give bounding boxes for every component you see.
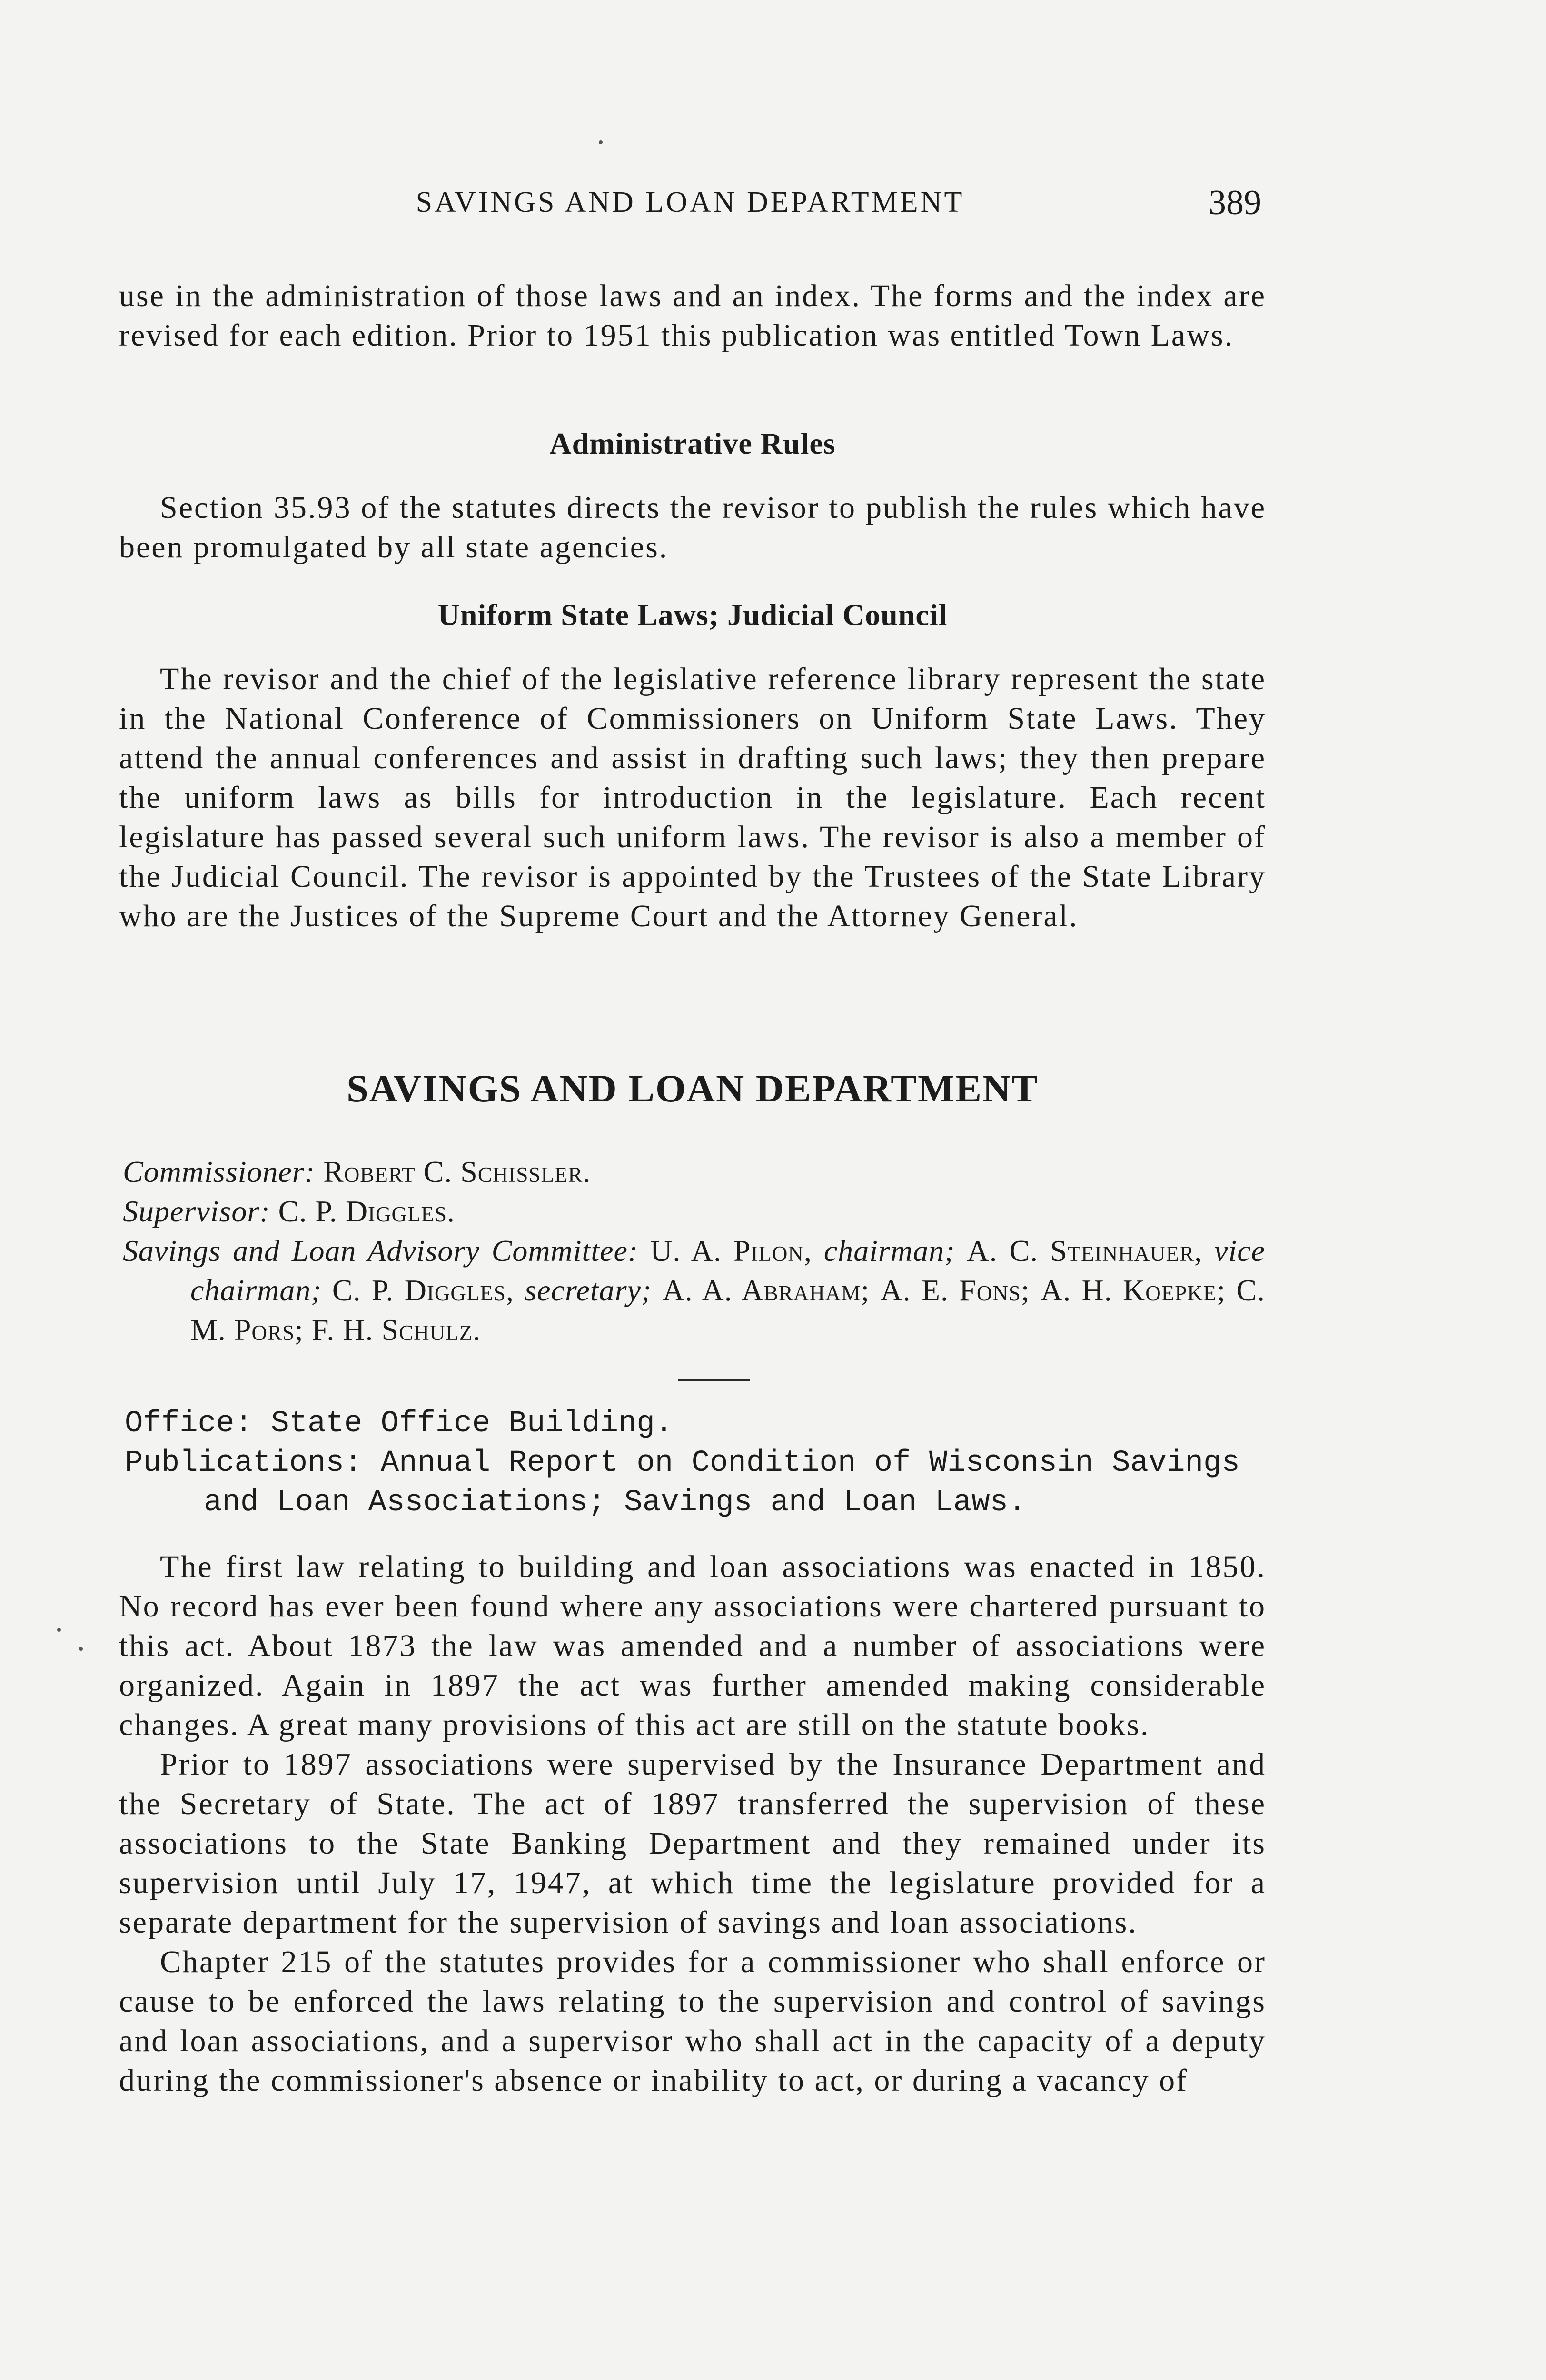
supervisor-name: C. P. Diggles. — [278, 1194, 456, 1228]
committee-member-role: secretary; — [525, 1273, 652, 1307]
committee-member-name: U. A. Pilon, — [650, 1234, 812, 1268]
committee-member-name: C. P. Diggles, — [332, 1273, 514, 1307]
committee-member-name: F. H. Schulz. — [311, 1313, 481, 1347]
opening-paragraph: use in the administration of those laws and an index. The forms and the index are revised for each edition. Prior to 1951 this publication was entitled Town Laws. — [119, 278, 1266, 353]
committee-member-role: vice chairman; — [190, 1234, 1266, 1307]
opening-paragraph-block — [119, 276, 1266, 355]
supervisor-line — [123, 1191, 1265, 1231]
scan-speck — [79, 1647, 83, 1651]
supervisor-label: Supervisor: — [123, 1194, 270, 1228]
administrative-rules-paragraph: Section 35.93 of the statutes directs the revisor to publish the rules which have been promulgated by all state agencies. — [119, 490, 1266, 565]
page-number: 389 — [1209, 183, 1261, 222]
committee-member-name: A. A. Abraham; — [662, 1273, 870, 1307]
committee-member-name: A. C. Steinhauer, — [967, 1234, 1203, 1268]
office-line: Office: State Office Building. — [125, 1407, 674, 1441]
personnel-listing — [123, 1152, 1265, 1349]
commissioner-name: Robert C. Schissler. — [323, 1155, 591, 1189]
commissioner-label: Commissioner: — [123, 1155, 316, 1189]
commissioner-line — [123, 1152, 1265, 1191]
administrative-rules-heading: Administrative Rules — [549, 426, 836, 460]
administrative-rules-block — [119, 488, 1266, 567]
publications-line: Publications: Annual Report on Condition of Wisconsin Savings and Loan Associations; Savings and Loan Laws. — [125, 1446, 1240, 1520]
running-header — [119, 183, 1261, 228]
history-paragraph: Prior to 1897 associations were supervised by the Insurance Department and the Secretary of State. The act of 1897 transferred the supervision of these associations to the State Banking Department and they remained under its supervision until July 17, 1947, at which time the legislature provided for a separate department for the supervision of savings and loan associations. — [119, 1747, 1266, 1940]
uniform-laws-block — [119, 659, 1266, 936]
scan-speck — [599, 140, 603, 144]
section-divider-rule — [678, 1379, 750, 1381]
running-title: SAVINGS AND LOAN DEPARTMENT — [416, 186, 965, 218]
committee-member-name: A. E. Fons; — [880, 1273, 1030, 1307]
history-paragraph: The first law relating to building and loan associations was enacted in 1850. No record has ever been found where any associations were chartered pursuant to this act. About 1873 the law was amended and a number of associations were organized. Again in 1897 the act was further amended making considerable changes. A great many provisions of this act are still on the statute books. — [119, 1549, 1266, 1742]
uniform-laws-heading: Uniform State Laws; Judicial Council — [437, 598, 948, 632]
committee-member-role: chairman; — [823, 1234, 955, 1268]
committee-line — [123, 1231, 1265, 1349]
history-paragraph: Chapter 215 of the statutes provides for a commissioner who shall enforce or cause to be enforced the laws relating to the supervision and control of savings and loan associations, and a supervisor who shall act in the capacity of a deputy during the commissioner's absence or inability to act, or during a vacancy of — [119, 1944, 1266, 2098]
uniform-laws-paragraph: The revisor and the chief of the legislative reference library represent the state in the National Conference of Commissioners on Uniform State Laws. They attend the annual conferences and assist in drafting such laws; they then prepare the uniform laws as bills for introduction in the legislature. Each recent legislature has passed several such uniform laws. The revisor is also a member of the Judicial Council. The revisor is appointed by the Trustees of the State Library who are the Justices of the Supreme Court and the Attorney General. — [119, 662, 1266, 933]
scan-speck — [57, 1628, 61, 1632]
office-publications-block — [125, 1404, 1266, 1523]
department-history-block — [119, 1547, 1266, 2100]
committee-label: Savings and Loan Advisory Committee: — [123, 1234, 639, 1268]
committee-member-name: C. M. Pors; — [190, 1273, 1265, 1347]
department-heading: SAVINGS AND LOAN DEPARTMENT — [347, 1067, 1039, 1110]
committee-member-name: A. H. Koepke; — [1040, 1273, 1226, 1307]
